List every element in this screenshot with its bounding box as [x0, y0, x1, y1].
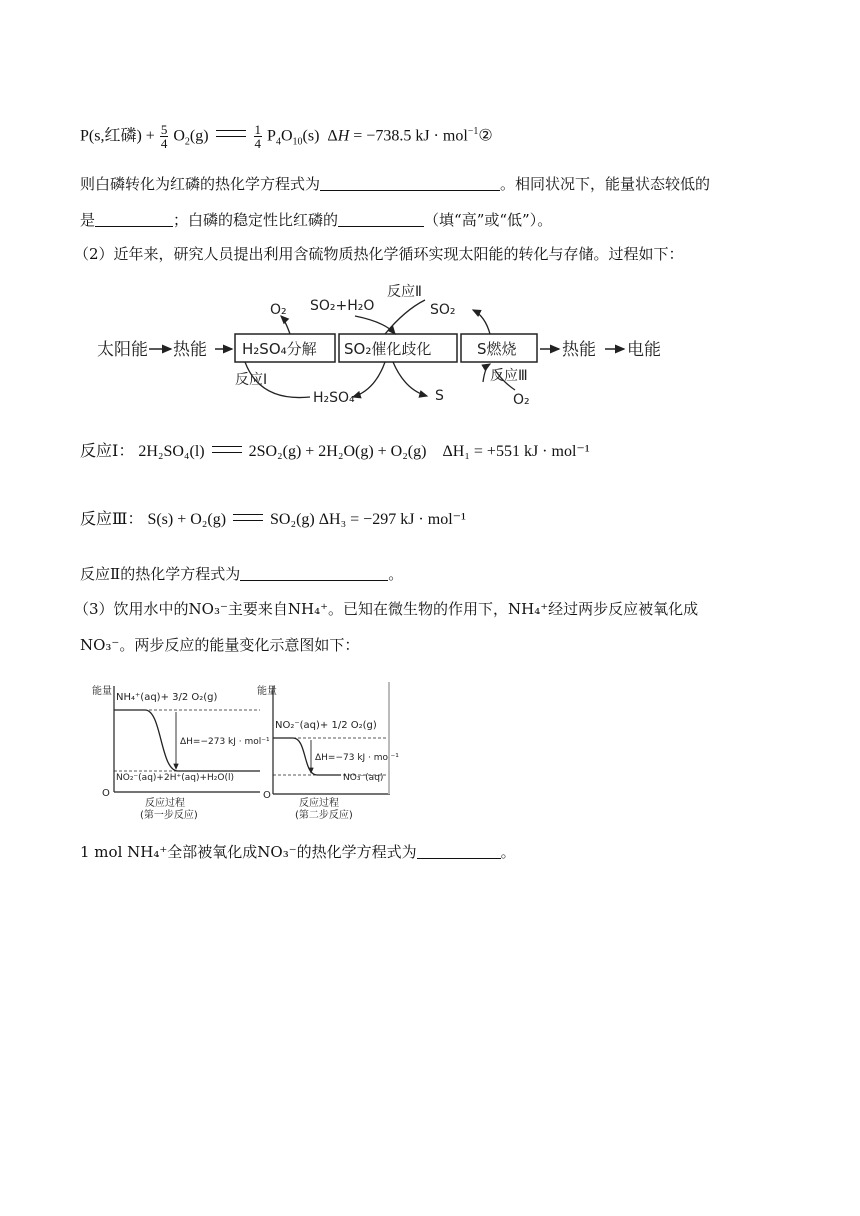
- caption: (第一步反应): [140, 810, 198, 820]
- reaction2-label: 反应Ⅱ: [387, 284, 422, 300]
- r1-label: 反应Ⅰ：: [80, 443, 135, 460]
- so2-h2o-label: SO₂+H₂O: [310, 298, 375, 314]
- caption: (第二步反应): [295, 810, 353, 820]
- dh-label: ΔH=−273 kJ · mol⁻¹: [180, 737, 270, 747]
- o2-state: (g): [189, 127, 209, 145]
- equation-red-phosphorus: P(s,红磷) + $\frac{5}{4}$ $O_2(g)$ $\frac{1}{4}$ $P_4O_{10}(s) \Delta H = -738.5$ kJ · mol$^{-1}$②: [80, 122, 493, 152]
- ylabel: 能量: [257, 686, 277, 697]
- q1-text: （填“高”或“低”）。: [424, 211, 553, 229]
- p4o10-state: (s): [302, 127, 320, 145]
- r1-products: 2SO₂(g) + 2H₂O(g) + O₂(g): [248, 443, 427, 460]
- coef-5-4: $\frac{5}{4}$: [160, 122, 168, 152]
- equation-marker: ②: [478, 127, 493, 145]
- q1-line1: [80, 174, 710, 194]
- final-question: [80, 842, 516, 862]
- answer-blank[interactable]: [320, 174, 500, 191]
- ylabel: 能量: [92, 686, 112, 697]
- so2-top-label: SO₂: [430, 302, 456, 318]
- xlabel: 反应过程: [299, 798, 339, 809]
- top-level-label: NH₄⁺(aq)+ 3/2 O₂(g): [116, 692, 218, 703]
- answer-blank[interactable]: [338, 210, 424, 227]
- r2-text: 反应Ⅱ的热化学方程式为: [80, 565, 241, 583]
- sulfur-cycle-diagram: [85, 272, 685, 412]
- bottom-level-label: NO₃⁻(aq): [343, 773, 384, 783]
- h2so4-bottom-label: H₂SO₄: [313, 390, 355, 406]
- reaction2-question: [80, 564, 403, 584]
- reaction1-equation: [80, 442, 590, 462]
- energy-diagram-step1: [90, 682, 270, 820]
- o2-bottom-label: O₂: [513, 392, 530, 408]
- bottom-level-label: NO₂⁻(aq)+2H⁺(aq)+H₂O(l): [116, 773, 234, 783]
- r3-label: 反应Ⅲ：: [80, 511, 144, 528]
- electric-label: 电能: [627, 340, 661, 360]
- box1-label: H₂SO₄分解: [242, 340, 317, 358]
- o2-formula: O: [173, 127, 185, 145]
- q3-line1: （3）饮用水中的NO₃⁻主要来自NH₄⁺。已知在微生物的作用下，NH₄⁺经过两步反应被氧化成: [74, 600, 699, 618]
- q2-intro: （2）近年来，研究人员提出利用含硫物质热化学循环实现太阳能的转化与存储。过程如下：: [74, 245, 684, 263]
- q1-text: 则白磷转化为红磷的热化学方程式为: [80, 175, 321, 193]
- xlabel: 反应过程: [145, 798, 185, 809]
- equals-sign: [233, 514, 263, 521]
- r2-text: 。: [388, 565, 404, 583]
- solar-label: 太阳能: [97, 340, 148, 360]
- answer-blank[interactable]: [417, 842, 501, 859]
- r1-reactants: 2H₂SO₄(l): [138, 443, 205, 460]
- final-text: 1 mol NH₄⁺全部被氧化成NO₃⁻的热化学方程式为: [80, 843, 417, 861]
- reaction3-equation: [80, 510, 466, 530]
- box2-label: SO₂催化歧化: [344, 340, 432, 358]
- o2-top-label: O₂: [270, 302, 287, 318]
- top-level-label: NO₂⁻(aq)+ 1/2 O₂(g): [275, 720, 377, 731]
- r3-reactants: S(s) + O₂(g): [147, 511, 227, 528]
- reaction1-label: 反应Ⅰ: [235, 372, 268, 388]
- energy-diagram-step2: [255, 682, 415, 820]
- box3-label: S燃烧: [477, 340, 517, 358]
- r1-dh: ΔH₁ = +551 kJ · mol⁻¹: [442, 443, 590, 460]
- final-text: 。: [500, 843, 516, 861]
- q1-text: ；白磷的稳定性比红磷的: [173, 211, 339, 229]
- equals-sign: [216, 130, 246, 137]
- r3-products: SO₂(g): [270, 511, 315, 528]
- coef-1-4: $\frac{1}{4}$: [254, 122, 262, 152]
- origin: O: [263, 790, 271, 801]
- dh-value: = −738.5 kJ · mol: [353, 127, 468, 145]
- equals-sign: [212, 446, 242, 453]
- heat-in-label: 热能: [173, 340, 207, 360]
- s-bottom-label: S: [435, 388, 444, 404]
- q1-text: 是: [80, 211, 96, 229]
- reaction3-label: 反应Ⅲ: [490, 368, 528, 384]
- eq-lhs: P(s,红磷): [80, 127, 142, 145]
- heat-out-label: 热能: [562, 340, 596, 360]
- q1-text: 。相同状况下，能量状态较低的: [500, 175, 711, 193]
- origin: O: [102, 788, 110, 799]
- r3-dh: ΔH₃ = −297 kJ · mol⁻¹: [318, 511, 466, 528]
- answer-blank[interactable]: [95, 210, 173, 227]
- dh-label: ΔH=−73 kJ · mol⁻¹: [315, 753, 399, 763]
- q3-line2: NO₃⁻。两步反应的能量变化示意图如下：: [80, 636, 360, 654]
- q1-line2: [80, 210, 552, 230]
- answer-blank[interactable]: [240, 564, 388, 581]
